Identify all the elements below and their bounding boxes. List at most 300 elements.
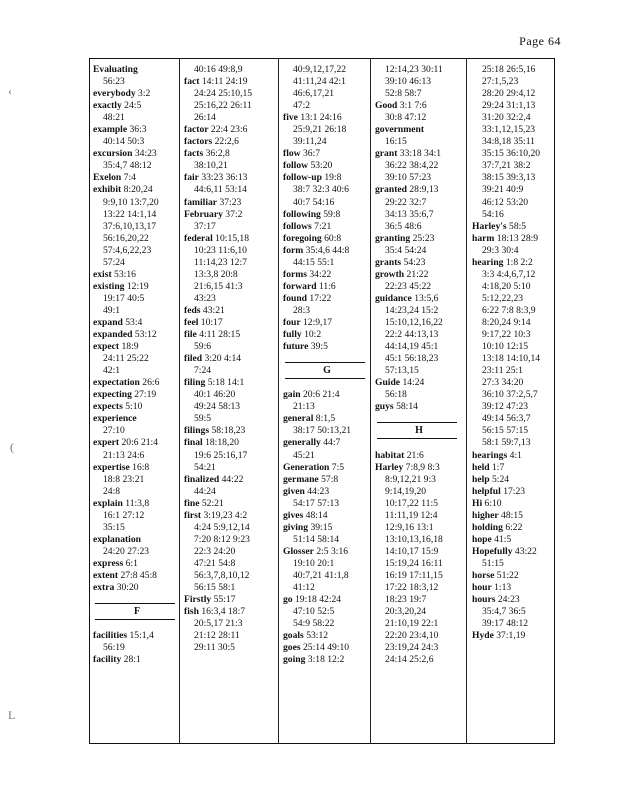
column-divider [278,58,279,744]
entry-references: 33:18 34:1 [397,148,442,160]
index-entry [184,317,272,329]
index-entry [283,486,371,498]
index-entry [283,329,371,341]
entry-continuation: 15:19,24 16:11 [385,557,443,569]
entry-references: 41:5 [491,533,512,545]
entry-headword: helpful [472,485,501,497]
entry-headword: hope [472,533,492,545]
index-column [472,64,560,642]
index-entry [472,570,560,582]
index-entry [375,124,463,136]
entry-continuation: 39:10 57:23 [385,172,432,184]
entry-continuation: 56:15 57:15 [482,425,529,437]
index-entry [184,606,272,618]
entry-headword: hearings [472,449,508,461]
entry-continuation: 10:10 12:15 [482,341,529,353]
entry-continuation: 40:16 49:8,9 [194,64,243,75]
index-entry [93,100,181,112]
entry-headword: grant [375,148,398,160]
entry-continuation: 10:23 11:6,10 [194,244,247,256]
entry-continuation: 34:8,18 35:11 [482,136,535,148]
entry-continuation: 25:18 26:5,16 [482,64,536,75]
entry-headword: filing [184,377,206,389]
entry-headword: foregoing [283,232,322,244]
entry-headword: harm [472,232,495,244]
index-entry [184,305,272,317]
entry-references: 4:11 28:15 [196,329,241,341]
index-entry [472,582,560,594]
entry-continuation: 11:14,23 12:7 [194,256,247,268]
entry-continuation: 49:1 [103,304,121,316]
entry-references: 5:10 [122,401,143,413]
entry-continuation: 23:11 25:1 [482,365,523,377]
entry-headword: government [375,124,425,136]
index-entry [472,534,560,546]
entry-continuation: 46:6,17,21 [293,88,335,100]
entry-references: 39:15 [308,521,333,533]
entry-references: 20:6 21:4 [300,389,340,401]
page-number: Page 64 [519,34,561,48]
entry-continuation: 39:11,24 [293,136,327,148]
entry-headword: Hi [472,497,483,509]
entry-references: 14:11 24:19 [199,76,248,88]
entry-references: 3:18 12:2 [305,654,345,666]
entry-references: 37:2 [222,208,243,220]
entry-headword: five [283,112,298,124]
entry-continuation: 45:21 [293,449,315,461]
entry-headword: Firstly [184,594,212,606]
entry-references: 43:21 [200,304,225,316]
entry-continuation: 47:2 [293,100,311,112]
entry-headword: Harley's [472,220,507,232]
entry-continuation: 39:21 40:9 [482,184,524,196]
entry-headword: grants [375,256,402,268]
entry-continuation: 27:1,5,23 [482,76,519,88]
index-entry [375,184,463,196]
entry-continuation: 22:23 45:22 [385,280,432,292]
entry-continuation: 49:14 56:3,7 [482,413,531,425]
index-entry [93,401,181,413]
index-entry [283,148,371,160]
entry-continuation: 4:24 5:9,12,14 [194,521,250,533]
index-entry [93,269,181,281]
entry-references: 21:22 [404,268,429,280]
entry-headword: exactly [93,100,122,112]
index-entry [283,437,371,449]
entry-continuation: 51:15 [482,557,504,569]
index-entry [375,233,463,245]
entry-headword: filed [184,353,203,365]
entry-references: 57:8 [318,473,339,485]
entry-headword: habitat [375,449,405,461]
entry-continuation: 28:20 29:4,12 [482,88,536,100]
entry-references: 27:19 [131,389,157,401]
entry-headword: follow-up [283,172,322,184]
entry-references: 17:22 [307,292,332,304]
entry-continuation: 37:7,21 38:2 [482,160,531,172]
index-entry [93,630,181,642]
entry-continuation: 7:24 [194,365,212,377]
entry-headword: excursion [93,148,133,160]
index-entry [283,221,371,233]
entry-continuation: 6:22 7:8 8:3,9 [482,304,536,316]
entry-continuation: 13:3,8 20:8 [194,268,238,280]
entry-continuation: 40:7 54:16 [293,196,335,208]
entry-headword: going [283,654,306,666]
entry-references: 3:2 [135,88,151,100]
entry-continuation: 58:1 59:7,13 [482,437,531,449]
entry-continuation: 24:11 25:22 [103,353,149,365]
entry-headword: expecting [93,389,132,401]
entry-headword: holding [472,521,503,533]
entry-continuation: 31:20 32:2,4 [482,112,531,124]
entry-continuation: 29:22 32:7 [385,196,427,208]
entry-headword: federal [184,232,213,244]
entry-headword: general [283,413,314,425]
entry-headword: go [283,594,293,606]
index-entry [93,341,181,353]
index-entry [283,209,371,221]
entry-headword: filings [184,425,210,437]
index-entry [375,148,463,160]
entry-headword: finalized [184,473,220,485]
index-entry [375,377,463,389]
index-entry [93,534,181,546]
index-entry [93,88,181,100]
entry-references: 1:13 [491,582,512,594]
entry-continuation: 39:12 47:23 [482,401,529,413]
section-header [283,353,371,389]
entry-continuation: 7:20 8:12 9:23 [194,533,250,545]
entry-continuation: 44:6,11 53:14 [194,184,247,196]
index-entry [184,437,272,449]
entry-references: 18:18,20 [202,437,239,449]
entry-references: 53:12 [303,630,329,642]
entry-continuation: 12:14,23 30:11 [385,64,443,75]
entry-headword: fair [184,172,199,184]
entry-continuation: 51:14 58:14 [293,533,340,545]
index-entry [93,281,181,293]
entry-headword: fish [184,606,199,618]
entry-references: 25:14 49:10 [300,642,350,654]
entry-continuation: 36:5 48:6 [385,220,422,232]
entry-continuation: 57:4,6,22,23 [103,244,152,256]
entry-headword: guys [375,401,394,413]
entry-continuation: 26:14 [194,112,216,124]
section-letter: F [133,606,141,618]
entry-continuation: 16:15 [385,136,407,148]
index-entry [93,377,181,389]
entry-headword: facts [184,148,204,160]
entry-references: 20:6 21:4 [119,437,159,449]
index-entry [93,570,181,582]
entry-headword: factor [184,124,209,136]
entry-continuation: 16:19 17:11,15 [385,569,443,581]
entry-continuation: 19:6 25:16,17 [194,449,248,461]
index-entry [283,160,371,172]
entry-continuation: 29:11 30:5 [194,642,235,654]
entry-headword: Exelon [93,172,122,184]
entry-references: 44:23 [304,485,330,497]
index-entry [283,630,371,642]
entry-references: 7:4 [121,172,136,184]
entry-references: 13:1 24:16 [297,112,342,124]
entry-headword: given [283,485,305,497]
margin-mark: L [8,708,16,722]
entry-continuation: 40:7,21 41:1,8 [293,569,349,581]
index-entry [93,558,181,570]
entry-headword: generally [283,437,321,449]
index-entry [375,257,463,269]
entry-headword: first [184,509,202,521]
entry-continuation: 59:5 [194,413,212,425]
section-letter: H [415,425,423,437]
entry-references: 33:23 36:13 [198,172,248,184]
entry-references: 55:17 [211,594,236,606]
entry-headword: express [93,557,124,569]
entry-references: 11:3,8 [122,497,150,509]
index-entry [283,293,371,305]
index-entry [184,209,272,221]
entry-references: 36:3 [127,124,147,136]
index-entry [283,462,371,474]
entry-continuation: 57:13,15 [385,365,419,377]
entry-headword: fully [283,329,302,341]
index-entry [283,245,371,257]
entry-continuation: 8:20,24 9:14 [482,316,531,328]
entry-headword: file [184,329,197,341]
index-entry [184,148,272,160]
entry-references: 48:15 [498,509,523,521]
entry-references: 7:8,9 8:3 [403,461,440,473]
index-entry [472,233,560,245]
entry-continuation: 34:13 35:6,7 [385,208,434,220]
entry-references: 37:23 [217,196,242,208]
index-entry [184,353,272,365]
entry-continuation: 44:14,19 45:1 [385,341,439,353]
index-entry [283,341,371,353]
entry-references: 10:15,18 [212,232,250,244]
index-entry [472,510,560,522]
entry-headword: Glosser [283,545,314,557]
index-entry [93,172,181,184]
entry-continuation: 56:15 58:1 [194,582,236,594]
entry-continuation: 59:6 [194,341,212,353]
entry-headword: follows [283,220,312,232]
entry-headword: help [472,473,490,485]
index-entry [93,329,181,341]
entry-headword: hours [472,594,496,606]
entry-continuation: 38:10,21 [194,160,228,172]
entry-continuation: 17:22 18:3,12 [385,582,439,594]
entry-references: 8:1,5 [313,413,336,425]
entry-headword: hour [472,582,492,594]
entry-headword: expanded [93,329,133,341]
entry-continuation: 13:18 14:10,14 [482,353,541,365]
index-entry [184,474,272,486]
entry-headword: higher [472,509,499,521]
entry-headword: expects [93,401,123,413]
entry-references: 30:20 [114,582,139,594]
entry-references: 6:22 [502,521,523,533]
entry-continuation: 27:3 34:20 [482,377,524,389]
entry-headword: explanation [93,533,141,545]
entry-continuation: 54:16 [482,208,504,220]
index-entry [472,522,560,534]
entry-headword: familiar [184,196,218,208]
entry-headword: germane [283,473,319,485]
entry-continuation: 29:24 31:1,13 [482,100,536,112]
entry-references: 7:21 [311,220,332,232]
index-entry [184,377,272,389]
entry-headword: goes [283,642,301,654]
entry-references: 48:14 [303,509,328,521]
entry-continuation: 25:16,22 26:11 [194,100,252,112]
entry-headword: guidance [375,292,412,304]
entry-headword: gives [283,509,304,521]
entry-continuation: 20:3,20,24 [385,606,427,618]
entry-continuation: 40:14 50:3 [103,136,145,148]
entry-continuation: 41:12 [293,582,315,594]
index-entry [93,413,181,425]
entry-headword: fact [184,76,200,88]
entry-continuation: 24:8 [103,485,121,497]
entry-continuation: 47:21 54:8 [194,557,236,569]
entry-references: 22:2,6 [212,136,239,148]
entry-continuation: 49:24 58:13 [194,401,241,413]
entry-references: 1:7 [489,461,505,473]
entry-references: 58:5 [506,220,527,232]
entry-references: 17:23 [500,485,526,497]
entry-headword: expect [93,341,120,353]
entry-continuation: 21:13 [293,401,315,413]
entry-continuation: 21:13 24:6 [103,449,145,461]
entry-continuation: 19:10 20:1 [293,557,335,569]
entry-headword: horse [472,569,495,581]
section-header [375,413,463,449]
entry-continuation: 18:23 19:7 [385,594,427,606]
entry-references: 19:8 [321,172,342,184]
entry-continuation: 18:8 23:21 [103,473,145,485]
entry-continuation: 44:15 55:1 [293,256,335,268]
entry-headword: flow [283,148,301,160]
index-entry [283,546,371,558]
entry-continuation: 8:9,12,21 9:3 [385,473,436,485]
margin-mark: ( [10,440,14,454]
entry-references: 43:22 [512,545,537,557]
index-entry [283,281,371,293]
entry-continuation: 54:21 [194,461,216,473]
index-entry [184,329,272,341]
entry-continuation: 35:4 54:24 [385,244,427,256]
index-column [283,64,371,666]
entry-continuation: 56:23 [103,76,125,88]
entry-continuation: 11:11,19 12:4 [385,509,438,521]
index-entry [472,498,560,510]
entry-headword: found [283,292,307,304]
entry-references: 59:8 [320,208,341,220]
index-entry [283,642,371,654]
entry-references: 60:8 [321,232,342,244]
section-letter: G [323,365,331,377]
entry-continuation: 38:7 32:3 40:6 [293,184,349,196]
index-entry [472,221,560,233]
entry-continuation: 33:1,12,15,23 [482,124,536,136]
entry-continuation: 42:1 [103,365,121,377]
entry-references: 44:22 [219,473,244,485]
entry-continuation: 29:3 30:4 [482,244,519,256]
entry-continuation: 5:12,22,23 [482,292,524,304]
entry-headword: extra [93,582,115,594]
entry-headword: existing [93,280,125,292]
index-column [375,64,463,666]
entry-continuation: 43:23 [194,292,216,304]
index-entry [93,148,181,160]
entry-references: 5:24 [489,473,510,485]
entry-headword: fine [184,497,200,509]
index-entry [283,510,371,522]
index-entry [472,486,560,498]
entry-continuation: 48:21 [103,112,125,124]
entry-references: 53:12 [132,329,157,341]
entry-continuation: 10:17,22 11:5 [385,497,438,509]
index-entry [184,510,272,522]
entry-headword: example [93,124,128,136]
entry-references: 16:8 [129,461,150,473]
entry-headword: February [184,208,223,220]
entry-continuation: 22:2 44:13,13 [385,329,439,341]
index-entry [93,437,181,449]
entry-continuation: 36:10 37:2,5,7 [482,389,538,401]
column-divider [466,58,467,744]
entry-continuation: 25:9,21 26:18 [293,124,347,136]
entry-headword: feel [184,316,199,328]
entry-continuation: 23:19,24 24:3 [385,642,439,654]
entry-headword: giving [283,521,309,533]
entry-headword: Generation [283,461,330,473]
entry-continuation: 15:10,12,16,22 [385,316,443,328]
entry-references: 1:8 2:2 [503,256,533,268]
entry-references: 6:1 [123,557,138,569]
entry-continuation: 35:4,7 36:5 [482,606,526,618]
entry-headword: exhibit [93,184,122,196]
entry-references: 28:1 [121,654,141,666]
entry-references: 44:7 [320,437,341,449]
entry-continuation: 37:17 [194,220,216,232]
entry-references: 14:24 [400,377,425,389]
entry-references: 8:20,24 [121,184,153,196]
index-entry [93,389,181,401]
entry-headword: following [283,208,321,220]
entry-headword: expectation [93,377,140,389]
entry-headword: Hopefully [472,545,513,557]
entry-continuation: 24:14 25:2,6 [385,654,434,666]
entry-headword: forward [283,280,317,292]
entry-continuation: 22:3 24:20 [194,545,236,557]
index-entry [184,594,272,606]
index-entry [283,594,371,606]
entry-continuation: 9:17,22 10:3 [482,329,531,341]
entry-references: 58:14 [393,401,418,413]
index-entry [283,172,371,184]
index-entry [93,654,181,666]
entry-continuation: 39:17 48:12 [482,618,529,630]
entry-headword: future [283,341,309,353]
index-entry [184,197,272,209]
entry-references: 53:20 [308,160,333,172]
entry-continuation: 56:3,7,8,10,12 [194,569,250,581]
entry-continuation: 56:16,20,22 [103,232,149,244]
